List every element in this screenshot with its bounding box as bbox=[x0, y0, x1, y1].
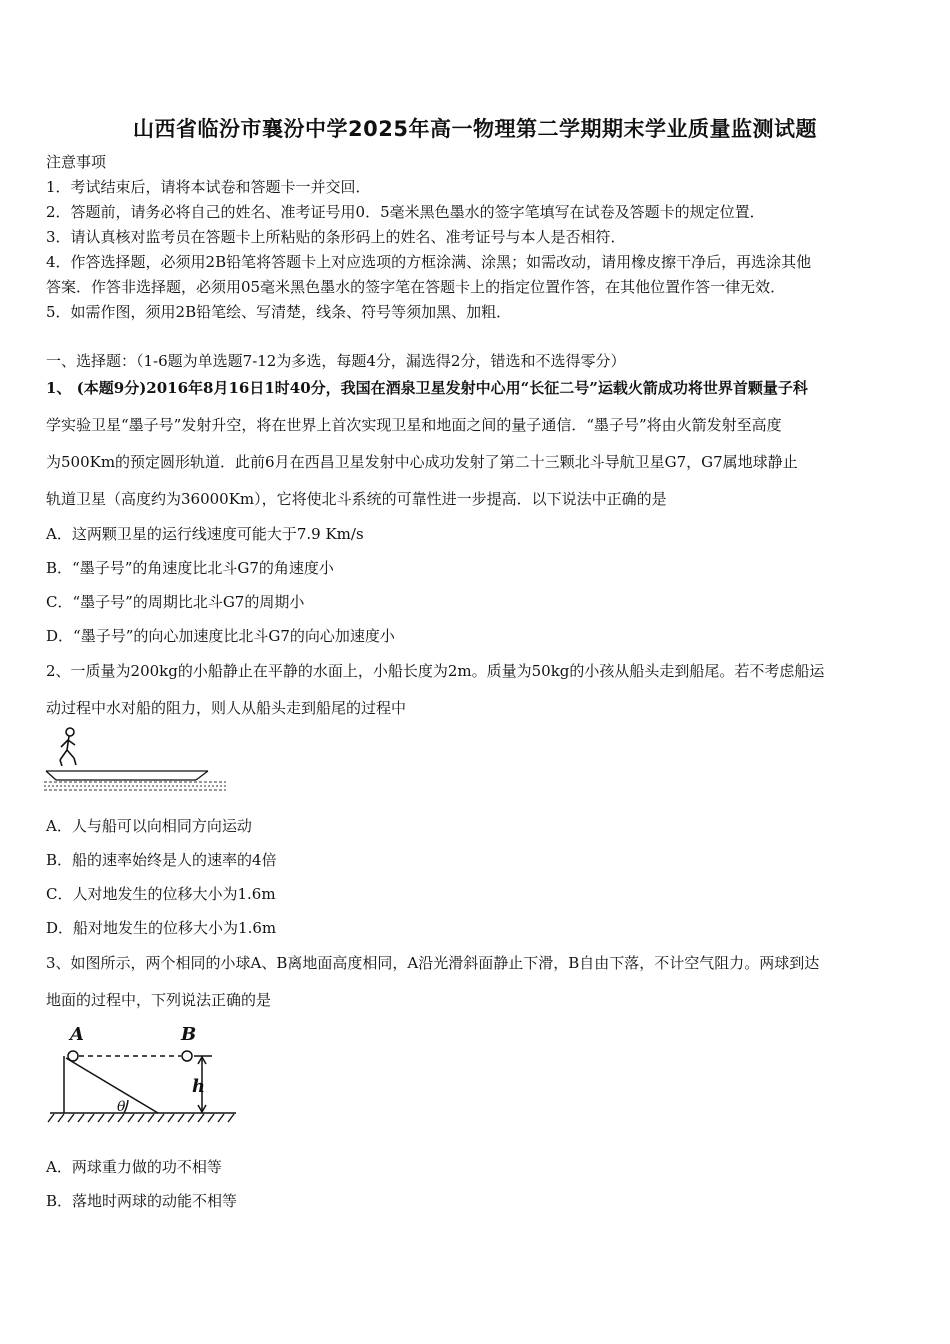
notice-item: 4．作答选择题，必须用2B铅笔将答题卡上对应选项的方框涂满、涂黑；如需改动，请用橡皮擦干净后，再选涂其他 bbox=[46, 253, 812, 271]
q2-option-b: B．船的速率始终是人的速率的4倍 bbox=[46, 851, 277, 869]
q2-option-d: D．船对地发生的位移大小为1.6m bbox=[46, 919, 277, 937]
section-heading: 一、选择题：（1-6题为单选题7-12为多选，每题4分，漏选得2分，错选和不选得零分） bbox=[46, 352, 626, 370]
q1-stem-line: 学实验卫星“墨子号”发射升空，将在世界上首次实现卫星和地面之间的量子通信．“墨子号”将由火箭发射至高度 bbox=[46, 416, 782, 434]
q3-option-a: A．两球重力做的功不相等 bbox=[46, 1158, 222, 1176]
q1-option-c: C．“墨子号”的周期比北斗G7的周期小 bbox=[46, 593, 305, 611]
page-title: 山西省临汾市襄汾中学2025年高一物理第二学期期末学业质量监测试题 bbox=[133, 117, 817, 141]
q3-option-b: B．落地时两球的动能不相等 bbox=[46, 1192, 238, 1210]
notice-heading: 注意事项 bbox=[46, 153, 107, 171]
q1-stem-line: 为500Km的预定圆形轨道．此前6月在西昌卫星发射中心成功发射了第二十三颗北斗导航卫星G7，G7属地球静止 bbox=[46, 453, 798, 471]
q2-option-c: C．人对地发生的位移大小为1.6m bbox=[46, 885, 276, 903]
q1-stem-line: 1、 (本题9分)2016年8月16日1时40分，我国在酒泉卫星发射中心用“长征二号”运载火箭成功将世界首颗量子科 bbox=[46, 379, 808, 397]
incline-figure bbox=[44, 1020, 244, 1130]
q3-stem-line: 地面的过程中，下列说法正确的是 bbox=[46, 991, 272, 1009]
notice-item: 2．答题前，请务必将自己的姓名、准考证号用0．5毫米黑色墨水的签字笔填写在试卷及答题卡的规定位置． bbox=[46, 203, 765, 221]
q2-stem-line: 2、一质量为200kg的小船静止在平静的水面上，小船长度为2m。质量为50kg的小孩从船头走到船尾。若不考虑船运 bbox=[46, 662, 825, 680]
notice-item: 5．如需作图，须用2B铅笔绘、写清楚，线条、符号等须加黑、加粗． bbox=[46, 303, 512, 321]
q1-option-a: A．这两颗卫星的运行线速度可能大于7.9 Km/s bbox=[46, 525, 364, 543]
label-h: h bbox=[192, 1076, 206, 1097]
q1-option-b: B．“墨子号”的角速度比北斗G7的角速度小 bbox=[46, 559, 334, 577]
boat-figure bbox=[44, 726, 230, 796]
label-theta: θ bbox=[117, 1099, 126, 1115]
person-icon bbox=[60, 728, 76, 766]
water-surface bbox=[44, 782, 226, 790]
incline-slope bbox=[66, 1058, 158, 1113]
notice-item: 1．考试结束后，请将本试卷和答题卡一并交回． bbox=[46, 178, 371, 196]
label-a: A bbox=[70, 1024, 84, 1045]
notice-item: 答案．作答非选择题，必须用05毫米黑色墨水的签字笔在答题卡上的指定位置作答，在其他位置作答一律无效． bbox=[46, 278, 786, 296]
notice-item: 3．请认真核对监考员在答题卡上所粘贴的条形码上的姓名、准考证号与本人是否相符． bbox=[46, 228, 626, 246]
ground-hatch bbox=[48, 1114, 234, 1122]
q2-stem-line: 动过程中水对船的阻力，则人从船头走到船尾的过程中 bbox=[46, 699, 407, 717]
label-b: B bbox=[181, 1024, 197, 1045]
q2-option-a: A．人与船可以向相同方向运动 bbox=[46, 817, 252, 835]
q3-stem-line: 3、如图所示，两个相同的小球A、B离地面高度相同，A沿光滑斜面静止下滑，B自由下落，不计空气阻力。两球到达 bbox=[46, 954, 820, 972]
boat-hull bbox=[46, 771, 208, 780]
q1-stem-line: 轨道卫星（高度约为36000Km），它将使北斗系统的可靠性进一步提高．以下说法中正确的是 bbox=[46, 490, 667, 508]
ball-b bbox=[182, 1051, 192, 1061]
q1-option-d: D．“墨子号”的向心加速度比北斗G7的向心加速度小 bbox=[46, 627, 395, 645]
